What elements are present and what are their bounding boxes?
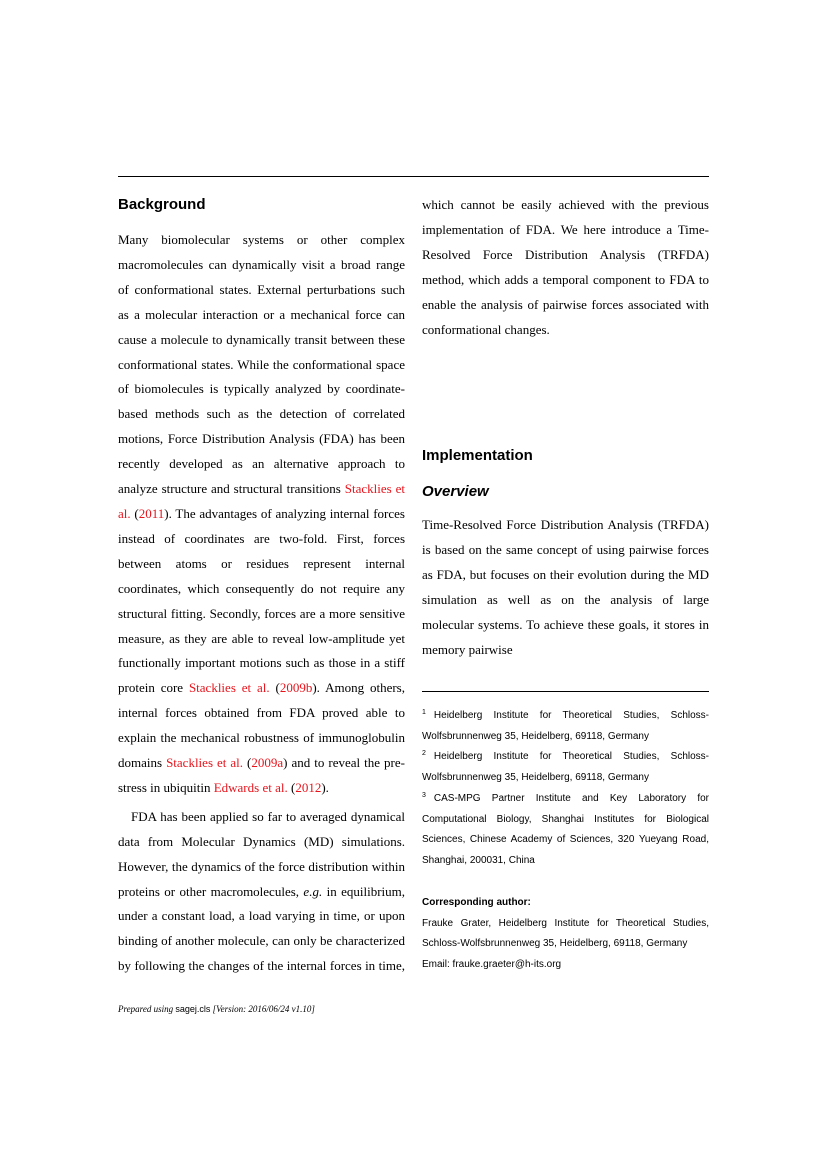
text: FDA has been applied so far to averaged dynamical data from Molecular Dynamics (MD) simulations. However, the dynamics of the force distribution within proteins or other macromolecules, — [118, 808, 405, 899]
footer-version: [Version: 2016/06/24 v1.10] — [210, 1004, 315, 1014]
background-heading: Background — [118, 196, 206, 213]
footnote-text: Heidelberg Institute for Theoretical Studies, Schloss-Wolfsbrunnenweg 35, Heidelberg, 69118, Germany — [422, 751, 709, 784]
footnote-number: 1 — [422, 709, 426, 716]
corresponding-author — [422, 893, 709, 975]
background-paragraph-2-continued — [422, 193, 709, 342]
affiliation-footnotes — [422, 706, 709, 872]
footnote-number: 2 — [422, 750, 426, 758]
citation-year-link[interactable]: 2011 — [138, 505, 165, 521]
text: which cannot be easily achieved with the previous implementation of FDA. We here introduce a Time-Resolved Force Distribution Analysis (TRFDA) method, which adds a temporal component to FDA to enable the analysis of pairwise forces associated with conformational changes. — [422, 197, 709, 337]
text: ). The advantages of analyzing internal forces instead of coordinates are two-fold. First, forces between atoms or residues represent internal coordinates, which consequently do not require any structural fitting. Secondly, forces are a more sensitive measure, as they are able to reveal low-amplitude yet functionally important motions such as those in a stiff protein core — [118, 505, 405, 696]
citation-link[interactable]: Stacklies et al. — [166, 755, 244, 771]
footnote-text: CAS-MPG Partner Institute and Key Laboratory for Computational Biology, Shanghai Institutes for Biological Sciences, Chinese Academy of Sciences, 320 Yueyang Road, Shanghai, 200031, China — [422, 792, 709, 866]
footnote-2 — [422, 747, 709, 788]
left-column — [118, 193, 405, 975]
text: ). — [321, 779, 329, 795]
citation-link[interactable]: Edwards et al. — [213, 779, 288, 795]
text: ) and to reveal the pre-stress in ubiquitin — [118, 755, 405, 795]
page-footer — [118, 1002, 518, 1016]
corresponding-address: Frauke Grater, Heidelberg Institute for Theoretical Studies, Schloss-Wolfsbrunnenweg 35, Heidelberg, 69118, Germany — [422, 917, 709, 949]
background-paragraph-2 — [118, 805, 405, 975]
citation-year-link[interactable]: 2009a — [251, 755, 284, 771]
citation-year-link[interactable]: 2009b — [279, 680, 313, 696]
corresponding-email[interactable]: Email: frauke.graeter@h-its.org — [422, 958, 562, 970]
overview-subheading: Overview — [422, 483, 489, 500]
footnote-3 — [422, 789, 709, 872]
footer-prefix: Prepared using — [118, 1004, 176, 1014]
text: ). Among others, internal forces obtained from FDA proved able to explain the mechanical robustness of immunoglobulin domains — [118, 680, 405, 771]
top-rule — [118, 176, 709, 177]
overview-paragraph: Time-Resolved Force Distribution Analysis (TRFDA) is based on the same concept of using pairwise forces as FDA, but focuses on their evolution during the MD simulation as well as on the analysis of large molecular systems. To achieve these goals, it stores in memory pairwise — [422, 517, 709, 657]
corresponding-title: Corresponding author: — [422, 897, 531, 908]
footnote-text: Heidelberg Institute for Theoretical Studies, Schloss-Wolfsbrunnenweg 35, Heidelberg, 69118, Germany — [422, 710, 709, 742]
citation-year-link[interactable]: 2012 — [295, 779, 322, 795]
background-paragraph-1: Many biomolecular systems or other complex macromolecules can dynamically visit a broad range of conformational states. External perturbations such as a molecular interaction or a mechanical force can cause a molecule to dynamically transit between these conformational states. While the conformational space of biomolecules is typically analyzed by coordinate-based methods such as the detection of correlated motions, Force Distribution Analysis (FDA) has been recently developed as an alternative approach to analyze structure and structural transitions Stacklies et al. (2011). The advantages of analyzing internal forces instead of coordinates are two-fold. First, forces between atoms or residues represent internal coordinates, which consequently do not require any structural fitting. Secondly, forces are a more sensitive measure, as they are able to reveal low-amplitude yet functionally important motions such as those in a stiff protein core Stacklies et al. (2009b). Among others, internal forces obtained from FDA proved able to explain the mechanical robustness of immunoglobulin domains Stacklies et al. (2009a) and to reveal the pre-stress in ubiquitin Edwards et al. (2012). — [118, 232, 405, 795]
emphasis: e.g. — [303, 883, 323, 899]
footnote-rule — [422, 691, 709, 692]
footnote-number: 3 — [422, 791, 426, 799]
continued-text — [422, 193, 709, 418]
footnote-1 — [422, 706, 709, 747]
implementation-heading: Implementation — [422, 447, 533, 464]
citation-link[interactable]: Stacklies et al. — [118, 481, 405, 521]
left-column-clip — [118, 801, 405, 975]
text: in equilibrium, under a constant load, a load varying in time, or upon binding of another molecule, can only be characterized by following the changes of the internal forces in time, — [118, 883, 405, 974]
citation-link[interactable]: Stacklies et al. — [188, 680, 270, 696]
right-column — [422, 193, 709, 662]
footer-class-name: sagej.cls — [175, 1004, 211, 1014]
text: Many biomolecular systems or other complex macromolecules can dynamically visit a broad range of conformational states. External perturbations such as a molecular interaction or a mechanical force can cause a molecule to dynamically transit between these conformational states. While the conformational space of biomolecules is typically analyzed by coordinate-based methods such as the detection of correlated motions, Force Distribution Analysis (FDA) has been recently developed as an alternative approach to analyze structure and structural transitions — [118, 232, 405, 497]
